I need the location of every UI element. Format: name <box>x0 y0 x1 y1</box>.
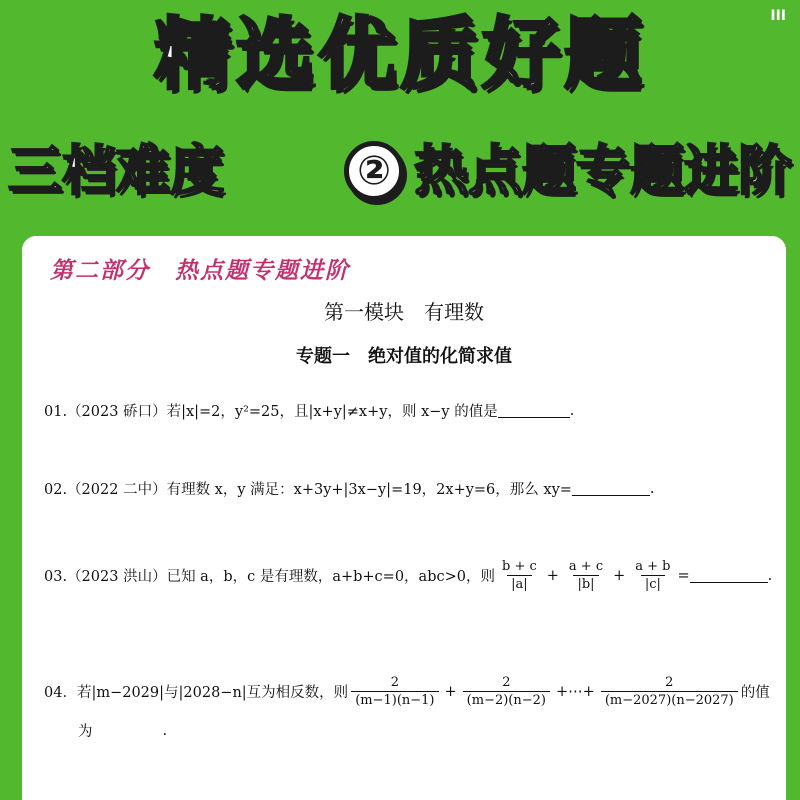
equals-sign: = <box>677 567 690 584</box>
fraction-denominator: |b| <box>573 575 598 593</box>
fraction-numerator: 2 <box>390 675 399 690</box>
question-suffix: 的值 <box>740 685 770 701</box>
topic-title: 专题一 绝对值的化简求值 <box>296 346 512 367</box>
fraction-denominator: (m−1)(n−1) <box>351 691 438 709</box>
question-04 <box>44 674 770 709</box>
worksheet-page <box>22 236 786 800</box>
topic-advance-label: 热点题专题进阶 <box>414 139 792 202</box>
question-text: 04．若|m−2029|与|2028−n|互为相反数，则 <box>44 685 349 701</box>
question-end: . <box>649 480 655 497</box>
module-title: 第一模块 有理数 <box>324 300 484 324</box>
banner-title: 精选优质好题 <box>153 10 646 100</box>
circle-number-badge: ② <box>344 141 404 201</box>
fraction <box>351 674 438 709</box>
question-text: 02.（2022 二中）有理数 x，y 满足：x+3y+|3x−y|=19，2x+y=6，那么 xy= <box>44 482 572 498</box>
plus-sign: + <box>546 567 559 584</box>
fraction-numerator: b + c <box>501 559 537 574</box>
question-text: 为 <box>78 724 93 740</box>
fraction-denominator: (m−2027)(n−2027) <box>601 691 738 709</box>
ellipsis-sum: +⋯+ <box>556 683 595 700</box>
fraction <box>565 558 607 593</box>
fraction-numerator: 2 <box>502 675 511 690</box>
question-04-continuation <box>78 720 167 741</box>
banner-subtitle <box>8 136 792 206</box>
fraction <box>498 558 541 593</box>
fraction-denominator: |a| <box>507 575 532 593</box>
fraction-denominator: |c| <box>641 575 665 593</box>
question-text: 03.（2023 洪山）已知 a，b，c 是有理数，a+b+c=0，abc>0，则 <box>44 569 495 585</box>
plus-sign: + <box>613 567 626 584</box>
subtitle-right-group <box>344 136 792 206</box>
answer-blank <box>690 569 768 583</box>
plus-sign: + <box>444 683 457 700</box>
corner-mark: ΙΙΙ <box>770 8 786 24</box>
difficulty-label: 三档难度 <box>8 139 224 202</box>
question-end: . <box>767 567 773 584</box>
question-text: 01.（2023 硚口）若|x|=2，y²=25，且|x+y|≠x+y，则 x−y 的值是 <box>44 404 498 420</box>
part-title: 第二部分 热点题专题进阶 <box>50 257 350 284</box>
question-03 <box>44 558 772 593</box>
question-01 <box>44 400 574 421</box>
fraction-numerator: a + b <box>635 559 671 574</box>
fraction-denominator: (m−2)(n−2) <box>463 691 550 709</box>
question-end: . <box>569 402 575 419</box>
question-02 <box>44 478 655 499</box>
fraction <box>601 674 738 709</box>
fraction <box>463 674 550 709</box>
fraction-numerator: 2 <box>665 675 674 690</box>
answer-blank <box>572 482 650 496</box>
fraction <box>631 558 674 593</box>
answer-blank <box>498 404 570 418</box>
fraction-numerator: a + c <box>568 559 604 574</box>
question-end: . <box>162 722 168 739</box>
